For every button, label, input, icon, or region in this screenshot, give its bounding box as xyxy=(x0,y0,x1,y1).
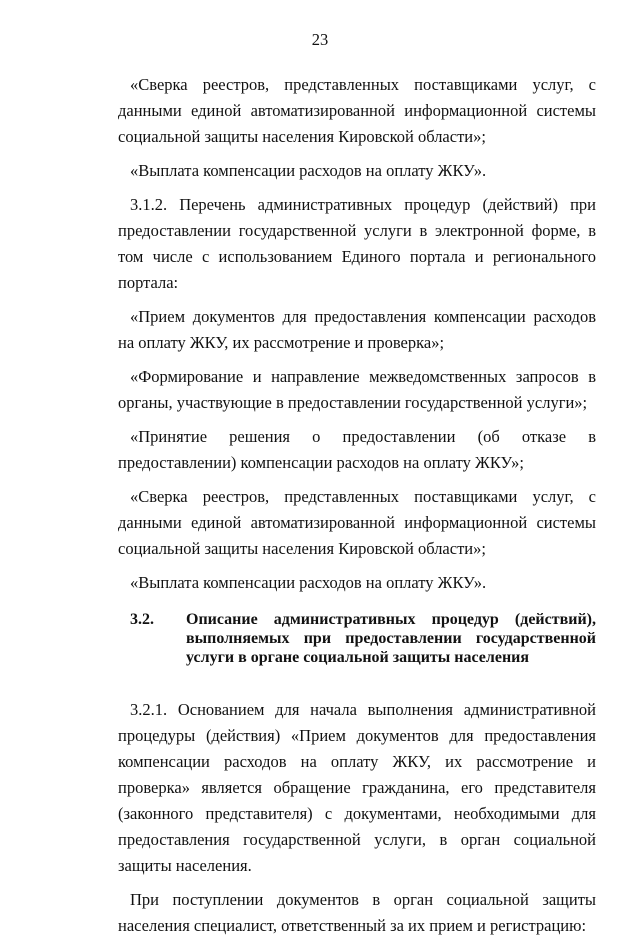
section-heading xyxy=(118,610,596,667)
paragraph: «Выплата компенсации расходов на оплату ЖКУ». xyxy=(130,573,487,592)
paragraph: «Сверка реестров, представленных поставщиками услуг, с данными единой автоматизированной информационной системы социальной защиты населения Кировской области»; xyxy=(118,487,596,558)
paragraph: «Прием документов для предоставления компенсации расходов на оплату ЖКУ, их рассмотрение и проверка»; xyxy=(118,307,596,352)
section-heading-number: 3.2. xyxy=(130,611,154,628)
paragraph: «Формирование и направление межведомственных запросов в органы, участвующие в предоставлении государственной услуги»; xyxy=(118,367,596,412)
paragraph: 3.1.2. Перечень административных процедур (действий) при предоставлении государственной услуги в электронной форме, в том числе с использованием Единого портала и регионального портала: xyxy=(118,195,596,292)
paragraph: «Выплата компенсации расходов на оплату ЖКУ». xyxy=(130,161,487,180)
document-body xyxy=(118,72,596,947)
paragraph: При поступлении документов в орган социальной защиты населения специалист, ответственный за их прием и регистрацию: xyxy=(118,890,596,935)
paragraph: «Принятие решения о предоставлении (об отказе в предоставлении) компенсации расходов на оплату ЖКУ»; xyxy=(118,427,596,472)
page-number: 23 xyxy=(311,30,329,49)
section-heading-text: Описание административных процедур (действий), выполняемых при предоставлении государственной услуги в органе социальной защиты населения xyxy=(186,611,596,666)
paragraph: 3.2.1. Основанием для начала выполнения административной процедуры (действия) «Прием документов для предоставления компенсации расходов на оплату ЖКУ, их рассмотрение и проверка» является обращение гражданина, его представителя (законного представителя) с документами, необходимыми для предоставления государственной услуги, в орган социальной защиты населения. xyxy=(118,700,596,875)
paragraph: «Сверка реестров, представленных поставщиками услуг, с данными единой автоматизированной информационной системы социальной защиты населения Кировской области»; xyxy=(118,75,596,146)
